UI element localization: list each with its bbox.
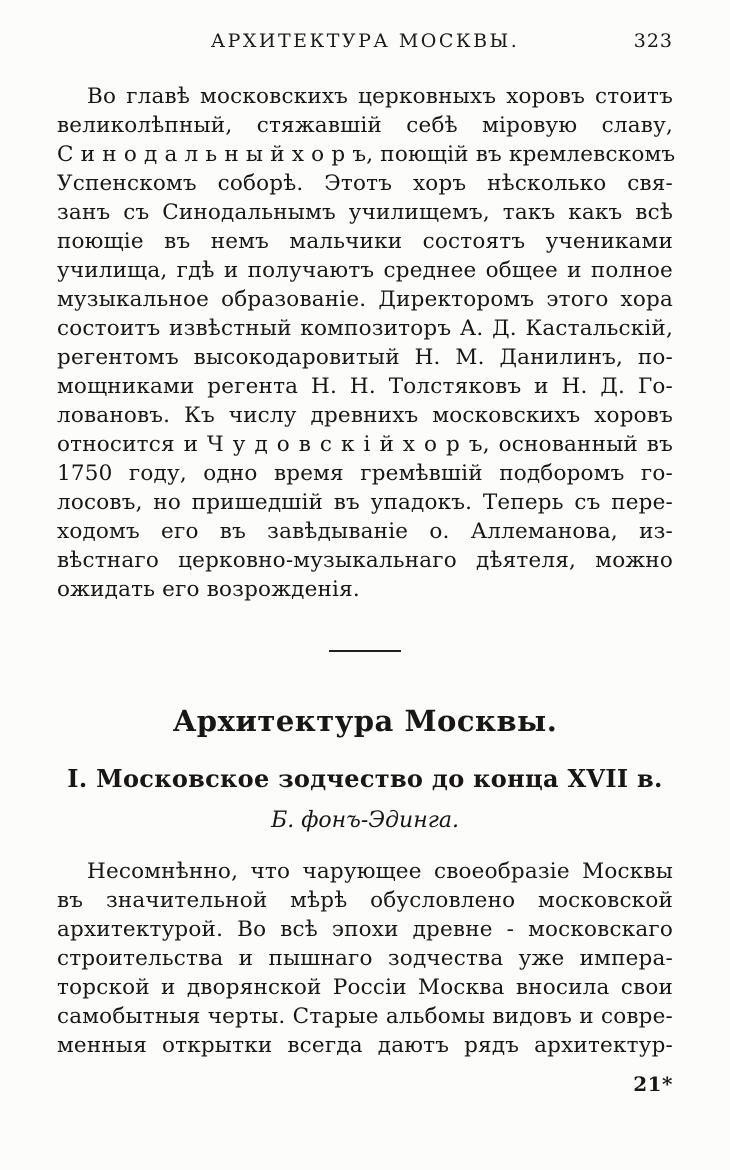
text-line: музыкальное образованіе. Директоромъ этого хора	[57, 287, 673, 312]
text-line: Успенскомъ соборѣ. Этотъ хоръ нѣсколько свя-	[57, 171, 673, 196]
signature-mark: 21*	[633, 1072, 673, 1096]
text-line: самобытныя черты. Старые альбомы видовъ и совре-	[57, 1004, 673, 1029]
section-heading: I. Московское зодчество до конца XVII в.	[67, 764, 663, 793]
running-header-title: АРХИТЕКТУРА МОСКВЫ.	[210, 30, 520, 52]
text-line: лосовъ, но пришедшій въ упадокъ. Теперь съ пере-	[57, 490, 673, 515]
text-line: училища, гдѣ и получаютъ среднее общее и полное	[57, 258, 673, 283]
text-line: поющіе въ немъ мальчики состоятъ учениками	[57, 229, 673, 254]
text-line: 1750 году, одно время гремѣвшій подборомъ го-	[57, 461, 673, 486]
text-line: въ значительной мѣрѣ обусловлено московской	[57, 888, 673, 913]
text-line: относится и Ч у д о в с к і й х о р ъ, основанный въ	[57, 432, 673, 457]
text-line: состоитъ извѣстный композиторъ А. Д. Кастальскій,	[57, 316, 673, 341]
text-line: мощниками регента Н. Н. Толстяковъ и Н. Д. Го-	[57, 374, 673, 399]
text-line: ловановъ. Къ числу древнихъ московскихъ хоровъ	[57, 403, 673, 428]
text-line: занъ съ Синодальнымъ училищемъ, такъ какъ всѣ	[57, 200, 673, 225]
text-line: С и н о д а л ь н ы й х о р ъ, поющій въ кремлевскомъ	[57, 142, 676, 167]
text-line: великолѣпный, стяжавшій себѣ міровую славу,	[57, 113, 673, 138]
running-header	[57, 30, 673, 56]
chapter-title: Архитектура Москвы.	[172, 704, 558, 738]
page-number: 323	[633, 30, 673, 52]
text-line: вѣстнаго церковно-музыкальнаго дѣятеля, можно	[57, 548, 673, 573]
paragraph-moscow-choirs	[57, 82, 676, 604]
author-byline: Б. фонъ-Эдинга.	[271, 808, 459, 833]
text-line: торской и дворянской Россіи Москва вносила свои	[57, 975, 673, 1000]
section-divider	[329, 650, 401, 652]
text-line: регентомъ высокодаровитый Н. М. Данилинъ, по-	[57, 345, 673, 370]
text-line: Несомнѣнно, что чарующее своеобразіе Москвы	[87, 859, 673, 884]
paragraph-moscow-architecture	[57, 857, 673, 1060]
text-line: Во главѣ московскихъ церковныхъ хоровъ стоитъ	[87, 84, 673, 109]
text-line: менныя открытки всегда даютъ рядъ архитектур-	[57, 1033, 673, 1058]
text-line: архитектурой. Во всѣ эпохи древне - московскаго	[57, 917, 673, 942]
text-line: ходомъ его въ завѣдываніе о. Аллеманова, из-	[57, 519, 673, 544]
text-line: строительства и пышнаго зодчества уже импера-	[57, 946, 673, 971]
text-line: ожидать его возрожденія.	[57, 577, 360, 602]
